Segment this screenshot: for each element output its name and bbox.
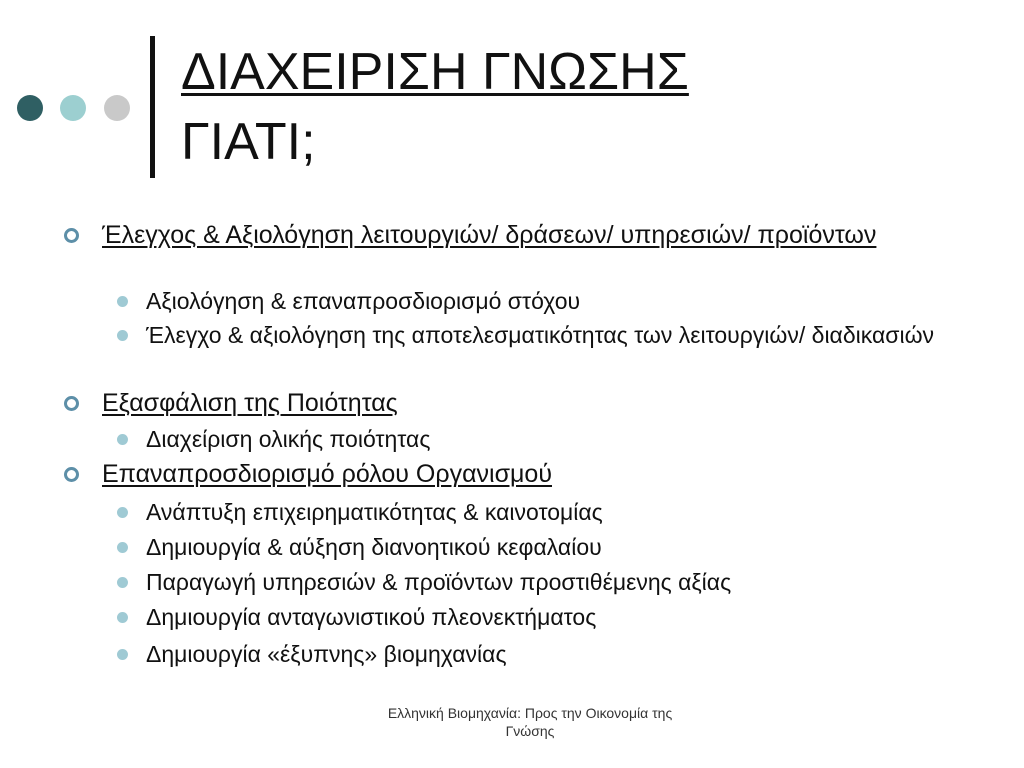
sub-bullet-text: Παραγωγή υπηρεσιών & προϊόντων προστιθέμενης αξίας: [146, 569, 732, 595]
sub-bullet-text: Αξιολόγηση & επαναπροσδιορισμό στόχου: [146, 288, 581, 314]
slide-subtitle: ΓΙΑΤΙ;: [181, 113, 316, 171]
bullet-ring-icon: [64, 228, 79, 243]
title-divider: [150, 36, 155, 178]
sub-bullet-item: [146, 285, 946, 317]
bullet-ring-icon: [64, 467, 79, 482]
sub-bullet-item: [146, 638, 946, 670]
sub-bullet-item: [146, 531, 946, 563]
bullet-dot-icon: [117, 330, 128, 341]
sub-bullet-item: [146, 496, 946, 528]
sub-bullet-text: Έλεγχο & αξιολόγηση της αποτελεσματικότητας των λειτουργιών/ διαδικασιών: [146, 322, 935, 348]
slide-title: ΔΙΑΧΕΙΡΙΣΗ ΓΝΩΣΗΣ: [181, 43, 689, 101]
bullet-dot-icon: [117, 649, 128, 660]
sub-bullet-item: [146, 566, 946, 598]
bullet-text: Επαναπροσδιορισμό ρόλου Οργανισμού: [102, 460, 552, 488]
sub-bullet-text: Δημιουργία «έξυπνης» βιομηχανίας: [146, 641, 507, 667]
bullet-item: [102, 220, 892, 251]
bullet-dot-icon: [117, 434, 128, 445]
sub-bullet-text: Διαχείριση ολικής ποιότητας: [146, 426, 431, 452]
sub-bullet-text: Δημιουργία & αύξηση διανοητικού κεφαλαίου: [146, 534, 602, 560]
decorative-dot-teal: [60, 95, 86, 121]
sub-bullet-item: [146, 423, 946, 455]
bullet-item: [102, 459, 892, 490]
sub-bullet-item: [146, 319, 946, 351]
bullet-ring-icon: [64, 396, 79, 411]
sub-bullet-item: [146, 601, 946, 633]
bullet-dot-icon: [117, 296, 128, 307]
bullet-dot-icon: [117, 542, 128, 553]
bullet-text: Έλεγχος & Αξιολόγηση λειτουργιών/ δράσεων/ υπηρεσιών/ προϊόντων: [102, 221, 877, 249]
slide-footer: Ελληνική Βιομηχανία: Προς την Οικονομία της Γνώσης: [387, 705, 673, 739]
sub-bullet-text: Ανάπτυξη επιχειρηματικότητας & καινοτομίας: [146, 499, 603, 525]
bullet-dot-icon: [117, 612, 128, 623]
decorative-dot-dark: [17, 95, 43, 121]
sub-bullet-text: Δημιουργία ανταγωνιστικού πλεονεκτήματος: [146, 604, 597, 630]
bullet-item: [102, 388, 892, 419]
bullet-dot-icon: [117, 507, 128, 518]
bullet-text: Εξασφάλιση της Ποιότητας: [102, 389, 398, 417]
decorative-dot-gray: [104, 95, 130, 121]
bullet-dot-icon: [117, 577, 128, 588]
